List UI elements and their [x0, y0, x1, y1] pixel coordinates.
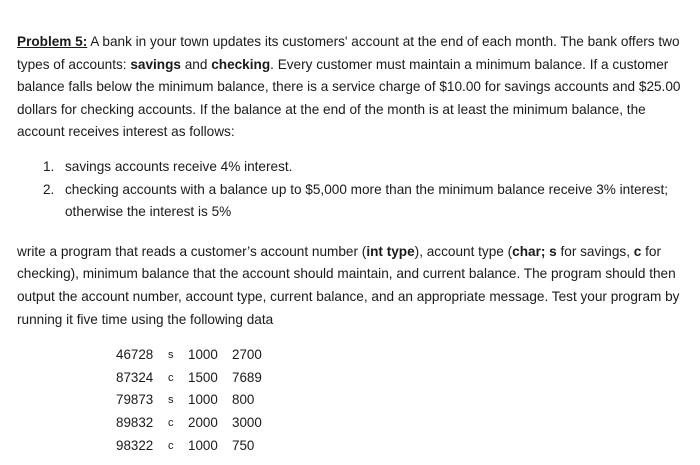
table-row	[116, 435, 272, 458]
condition-item	[17, 156, 685, 179]
condition-number: 2.	[43, 181, 55, 197]
account-type: c	[168, 439, 174, 452]
account-number: 79873	[116, 392, 154, 408]
condition-item	[17, 179, 685, 224]
problem-document	[17, 31, 685, 457]
current-balance: 3000	[232, 414, 262, 430]
instr-text-1: write a program that reads a customer’s account number (	[17, 243, 367, 259]
account-type: c	[168, 416, 174, 429]
current-balance: 2700	[232, 347, 262, 363]
current-balance: 800	[232, 392, 255, 408]
instr-text-2: ), account type (	[414, 243, 513, 259]
test-data-table	[116, 344, 272, 457]
c-term: c	[633, 243, 642, 259]
savings-term: savings	[130, 56, 181, 72]
account-type: c	[168, 371, 174, 384]
char-s-term: char; s	[512, 243, 557, 259]
minimum-balance: 1000	[188, 437, 218, 453]
condition-text: savings accounts receive 4% interest.	[65, 158, 293, 174]
current-balance: 750	[232, 437, 255, 453]
account-type: s	[168, 349, 174, 362]
minimum-balance: 1500	[188, 369, 218, 385]
minimum-balance: 1000	[188, 392, 218, 408]
instr-text-3: for savings,	[556, 243, 634, 259]
intro-text-1: A bank in your town updates its customers' account at the end of each month. The bank offers two types of accounts:	[17, 34, 680, 72]
interest-conditions-list	[17, 156, 685, 224]
intro-text-3: . Every customer must maintain a minimum balance. If a customer balance falls below the minimum balance, there is a service charge of $10.00 for savings accounts and $25.00 dollars for checking accounts. If the balance at the end of the month is at least the minimum balance, the account receives interest as follows:	[17, 56, 681, 140]
minimum-balance: 2000	[188, 414, 218, 430]
int-type-term: int type	[366, 243, 415, 259]
account-number: 89832	[116, 414, 154, 430]
current-balance: 7689	[232, 369, 262, 385]
account-type: s	[168, 394, 174, 407]
account-number: 87324	[116, 369, 154, 385]
minimum-balance: 1000	[188, 347, 218, 363]
problem-title: Problem 5:	[17, 34, 88, 49]
condition-text: checking accounts with a balance up to $5,000 more than the minimum balance receive 3% interest; otherwise the interest is 5%	[65, 181, 668, 220]
instructions-paragraph	[17, 241, 685, 331]
table-row	[116, 344, 272, 367]
instr-text-4: for checking), minimum balance that the account should maintain, and current balance. The program should then output the account number, account type, current balance, and an appropriate message. Test your program by running it five time using the following data	[17, 243, 680, 327]
checking-term: checking	[211, 56, 271, 72]
account-number: 46728	[116, 347, 154, 363]
table-row	[116, 367, 272, 390]
condition-number: 1.	[43, 158, 55, 174]
intro-text-2: and	[180, 56, 212, 72]
table-row	[116, 412, 272, 435]
account-number: 98322	[116, 437, 154, 453]
intro-paragraph	[17, 31, 685, 144]
table-row	[116, 389, 272, 412]
